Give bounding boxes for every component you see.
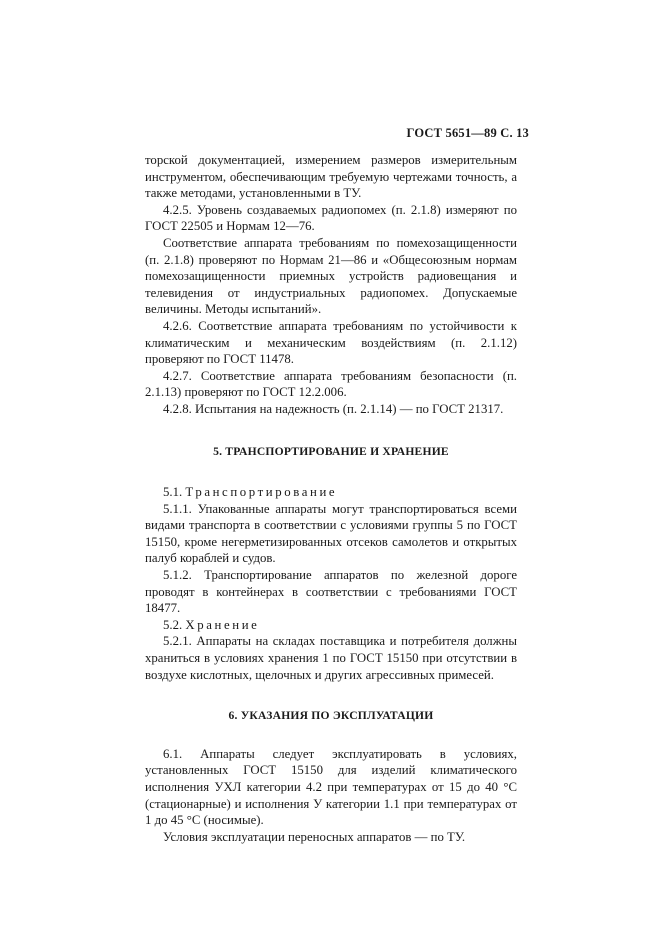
- subsection-title: Транспортирование: [185, 485, 338, 500]
- paragraph: 4.2.7. Соответствие аппарата требованиям безопасности (п. 2.1.13) проверяют по ГОСТ 12.2.006.: [145, 368, 517, 400]
- paragraph: 5.1.1. Упакованные аппараты могут транспортироваться всеми видами транспорта в соответствии с условиями группы 5 по ГОСТ 15150, кроме негерметизированных отсеков самолетов и открытых палуб кораблей и судов.: [145, 501, 517, 566]
- subsection-number: 5.1.: [163, 485, 183, 500]
- paragraph: 4.2.8. Испытания на надежность (п. 2.1.14) — по ГОСТ 21317.: [163, 401, 504, 416]
- paragraph: 5.2.1. Аппараты на складах поставщика и потребителя должны храниться в условиях хранения 1 по ГОСТ 15150 при отсутствии в воздухе кислотных, щелочных и других агрессивных примесей.: [145, 634, 517, 682]
- page-header: ГОСТ 5651—89 С. 13: [406, 126, 529, 140]
- paragraph: 4.2.5. Уровень создаваемых радиопомех (п. 2.1.8) измеряют по ГОСТ 22505 и Нормам 12—76.: [145, 202, 517, 234]
- paragraph: 5.1.2. Транспортирование аппаратов по железной дороге проводят в контейнерах в соответствии с требованиями ГОСТ 18477.: [145, 568, 517, 616]
- paragraph: 4.2.6. Соответствие аппарата требованиям по устойчивости к климатическим и механическим воздействиям (п. 2.1.12) проверяют по ГОСТ 11478.: [145, 318, 517, 367]
- paragraph: торской документацией, измерением размеров измерительным инструментом, обеспечивающим требуемую чертежами точность, а также методами, установленными в ТУ.: [145, 153, 517, 201]
- subsection-heading: [145, 484, 517, 501]
- subsection-number: 5.2.: [163, 617, 183, 632]
- document-body: [145, 152, 517, 845]
- subsection-title: Хранение: [185, 617, 260, 632]
- section-title: 6. УКАЗАНИЯ ПО ЭКСПЛУАТАЦИИ: [228, 709, 434, 723]
- paragraph: 6.1. Аппараты следует эксплуатировать в условиях, установленных ГОСТ 15150 для изделий климатического исполнения УХЛ категории 4.2 при температурах от 15 до 40 °С (стационарные) и исполнения У категории 1.1 при температурах от 1 до 45 °С (носимые).: [145, 746, 517, 828]
- paragraph: Соответствие аппарата требованиям по помехозащищенности (п. 2.1.8) проверяют по Нормам 21—86 и «Общесоюзным нормам помехозащищенности приемных устройств радиовещания и телевидения от индустриальных радиопомех. Допускаемые величины. Методы испытаний».: [145, 235, 517, 317]
- paragraph: Условия эксплуатации переносных аппаратов — по ТУ.: [163, 829, 466, 844]
- section-title: 5. ТРАНСПОРТИРОВАНИЕ И ХРАНЕНИЕ: [213, 444, 449, 458]
- subsection-heading: [145, 617, 517, 634]
